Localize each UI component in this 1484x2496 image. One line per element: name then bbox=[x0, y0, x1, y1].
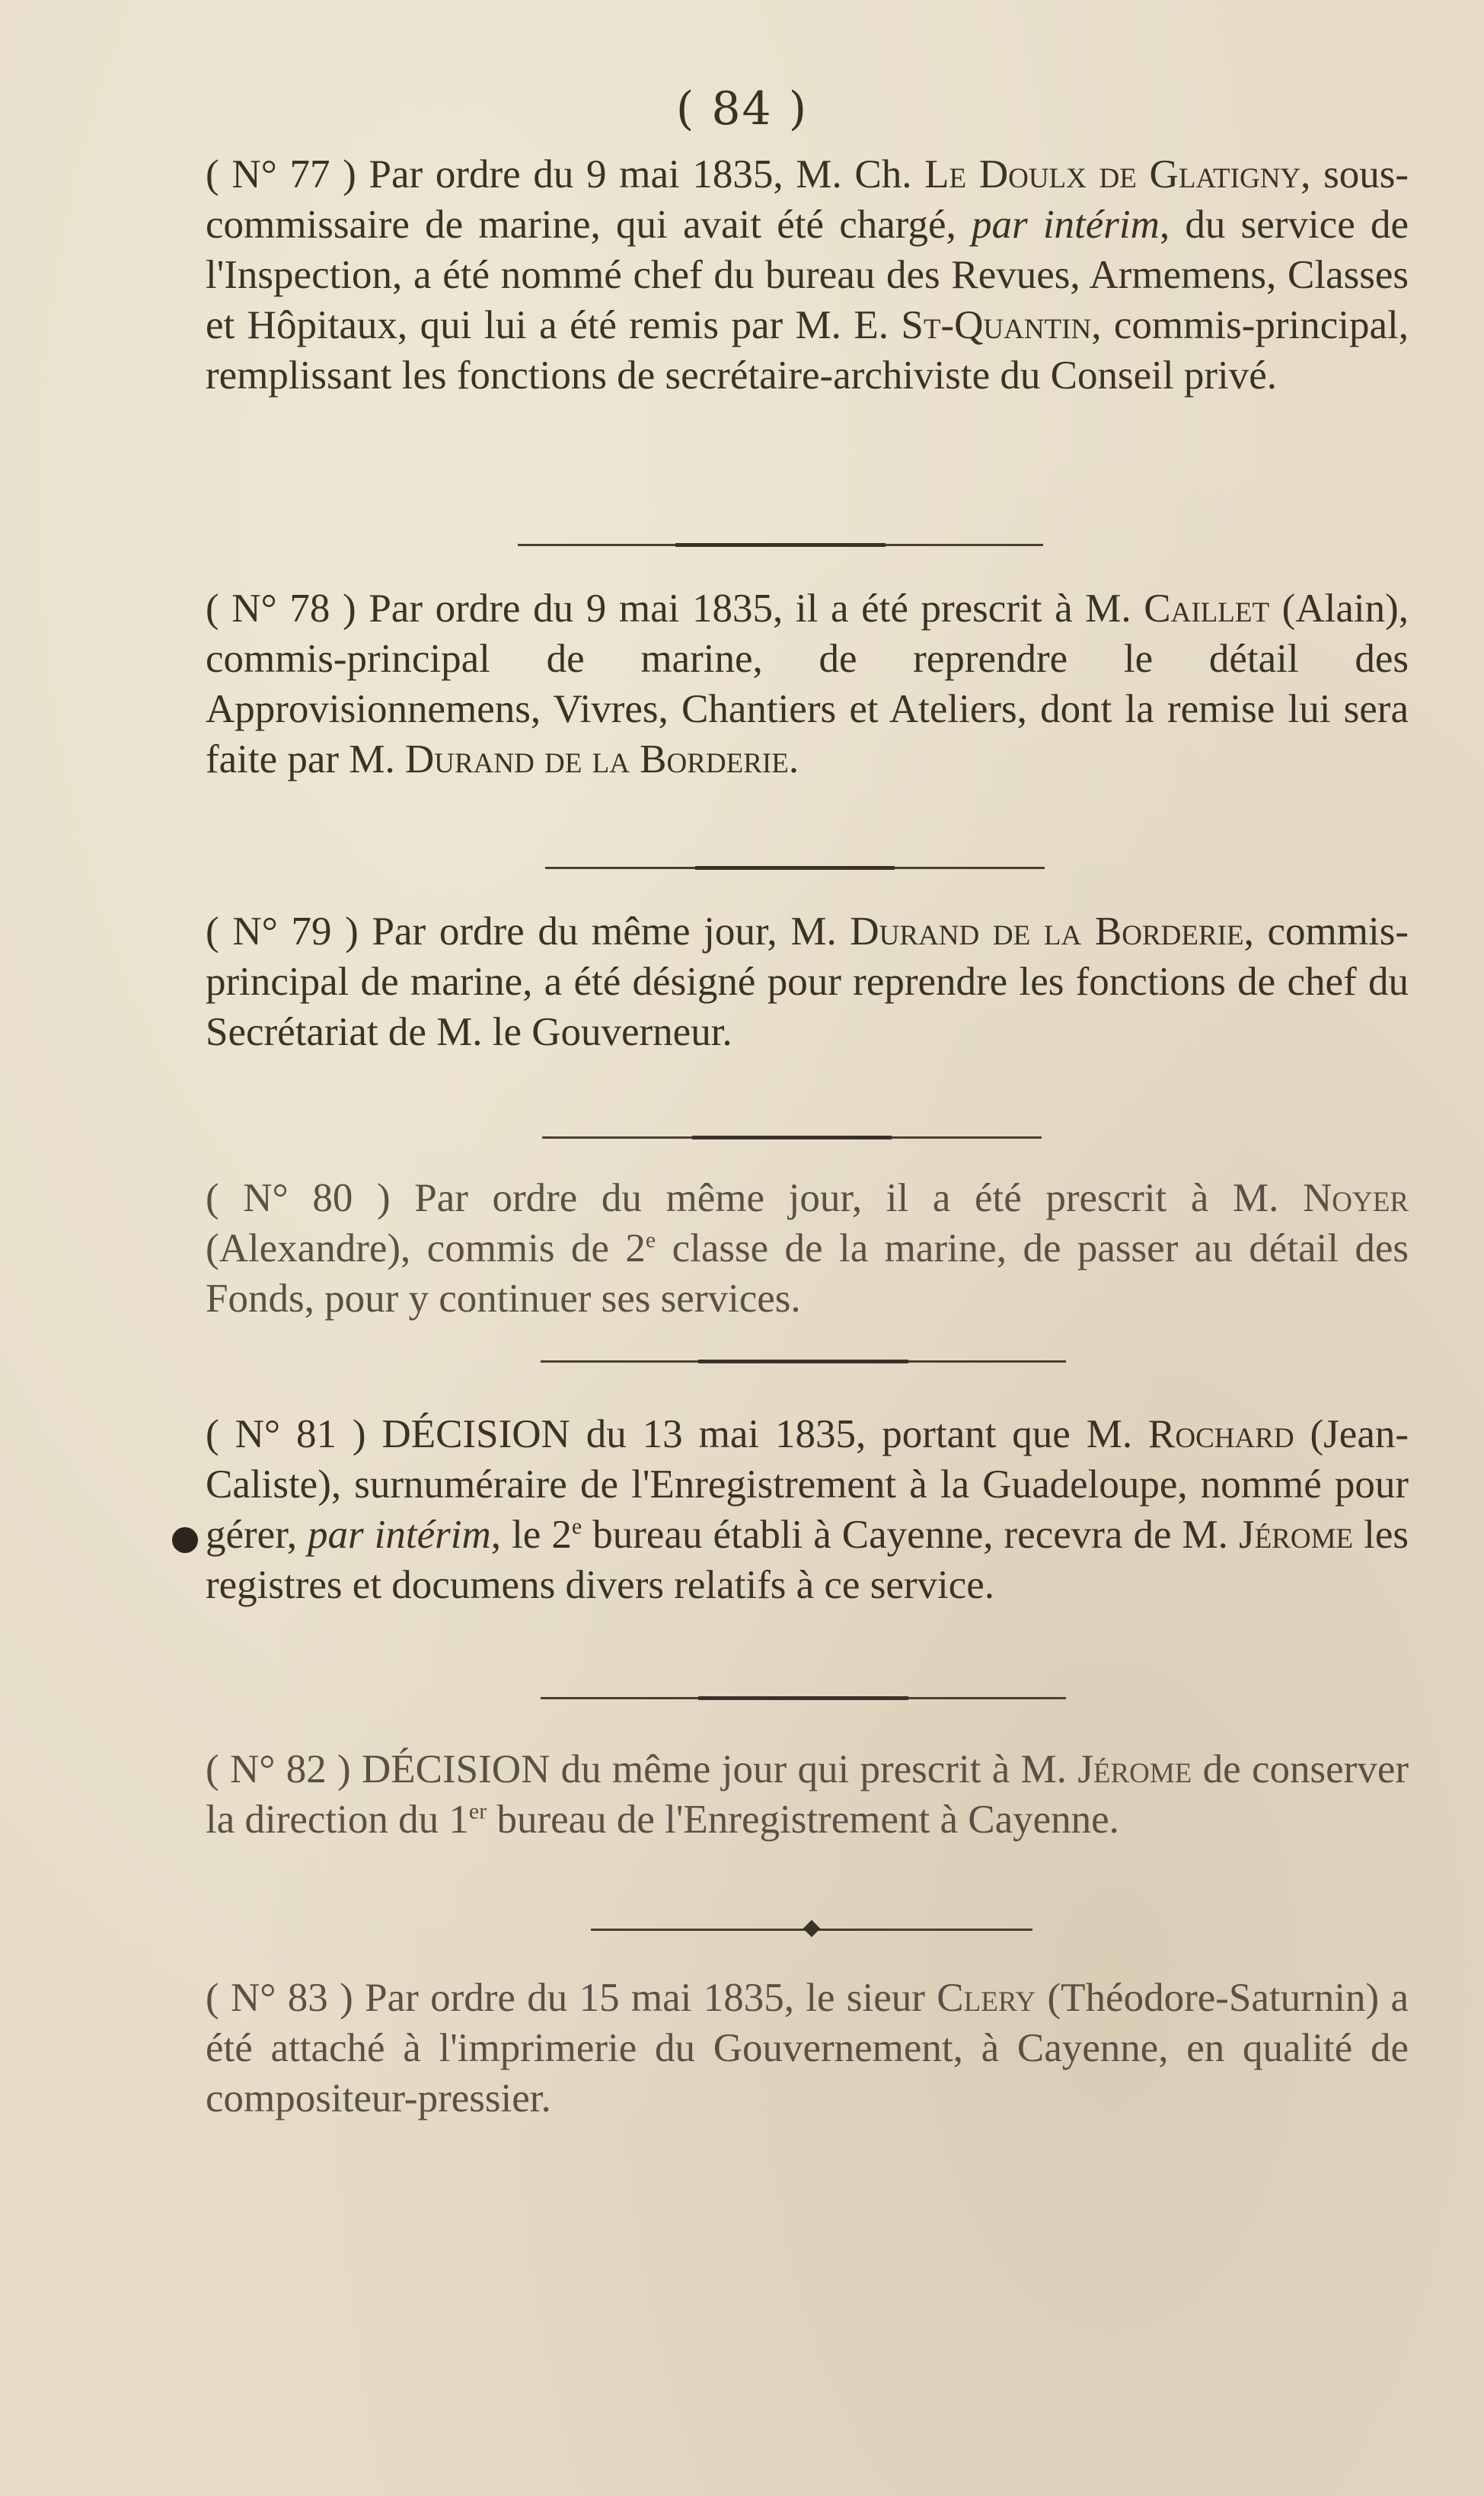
person-name: Jérome bbox=[1238, 1513, 1354, 1557]
person-name: Clery bbox=[937, 1976, 1036, 2020]
entry-number: ( N° 82 ) bbox=[206, 1747, 351, 1791]
entry-number: ( N° 79 ) bbox=[206, 909, 359, 954]
person-name: Rochard bbox=[1148, 1412, 1294, 1456]
person-name: Jérome bbox=[1077, 1747, 1192, 1791]
entry-number: ( N° 80 ) bbox=[206, 1176, 391, 1220]
separator-rule bbox=[541, 1360, 1066, 1363]
entry-79: ( N° 79 ) Par ordre du même jour, M. Durand de la Borderie, commis-principal de marine, a été désigné pour reprendre les fonctions de chef du Secrétariat de M. le Gouverneur. bbox=[206, 909, 1409, 1054]
entry-number: ( N° 78 ) bbox=[206, 586, 356, 631]
page-number: ( 84 ) bbox=[675, 82, 809, 136]
separator-rule bbox=[542, 1136, 1042, 1139]
entry-number: ( N° 83 ) bbox=[206, 1976, 353, 2020]
separator-rule bbox=[541, 1697, 1066, 1699]
italic-phrase: par intérim bbox=[971, 203, 1160, 247]
entry-82: ( N° 82 ) DÉCISION du même jour qui prescrit à M. Jérome de conserver la direction du 1er bureau de l'Enregistrement à Cayenne. bbox=[206, 1747, 1409, 1842]
person-name: Caillet bbox=[1144, 586, 1270, 631]
ordinal-superscript: e bbox=[571, 1513, 582, 1539]
italic-phrase: par intérim bbox=[308, 1513, 491, 1557]
entry-number: ( N° 81 ) bbox=[206, 1412, 366, 1456]
separator-rule bbox=[545, 867, 1045, 869]
entry-78: ( N° 78 ) Par ordre du 9 mai 1835, il a été prescrit à M. Caillet (Alain), commis-principal de marine, de reprendre le détail des Approvisionnemens, Vivres, Chantiers et Ateliers, dont la remise lui sera faite par M. Durand de la Borderie. bbox=[206, 586, 1409, 781]
person-name: Le Doulx de Glatigny bbox=[924, 152, 1301, 197]
ordinal-superscript: e bbox=[645, 1227, 656, 1253]
separator-ornament bbox=[591, 1929, 1032, 1931]
entry-80: ( N° 80 ) Par ordre du même jour, il a été prescrit à M. Noyer (Alexandre), commis de 2e classe de la marine, de passer au détail des Fonds, pour y continuer ses services. bbox=[206, 1176, 1409, 1321]
person-name: Noyer bbox=[1303, 1176, 1409, 1220]
separator-rule bbox=[518, 544, 1043, 546]
entry-81: ( N° 81 ) DÉCISION du 13 mai 1835, portant que M. Rochard (Jean-Caliste), surnuméraire de l'Enregistrement à la Guadeloupe, nommé pour gérer, par intérim, le 2e bureau établi à Cayenne, recevra de M. Jérome les registres et documens divers relatifs à ce service. bbox=[206, 1412, 1409, 1607]
entry-77: ( N° 77 ) Par ordre du 9 mai 1835, M. Ch. Le Doulx de Glatigny, sous-commissaire de marine, qui avait été chargé, par intérim, du service de l'Inspection, a été nommé chef du bureau des Revues, Armemens, Classes et Hôpitaux, qui lui a été remis par M. E. St-Quantin, commis-principal, remplissant les fonctions de secrétaire-archiviste du Conseil privé. bbox=[206, 152, 1409, 398]
entry-83: ( N° 83 ) Par ordre du 15 mai 1835, le sieur Clery (Théodore-Saturnin) a été attaché à l'imprimerie du Gouvernement, à Cayenne, en qualité de compositeur-pressier. bbox=[206, 1976, 1409, 2120]
diamond-ornament-icon bbox=[803, 1920, 821, 1938]
person-name: Durand de la Borderie bbox=[850, 909, 1244, 954]
person-name: Durand de la Borderie bbox=[404, 737, 789, 781]
ordinal-superscript: er bbox=[468, 1798, 487, 1824]
ink-blot bbox=[172, 1527, 198, 1553]
entry-number: ( N° 77 ) bbox=[206, 152, 356, 197]
person-name: St-Quantin bbox=[901, 303, 1092, 347]
